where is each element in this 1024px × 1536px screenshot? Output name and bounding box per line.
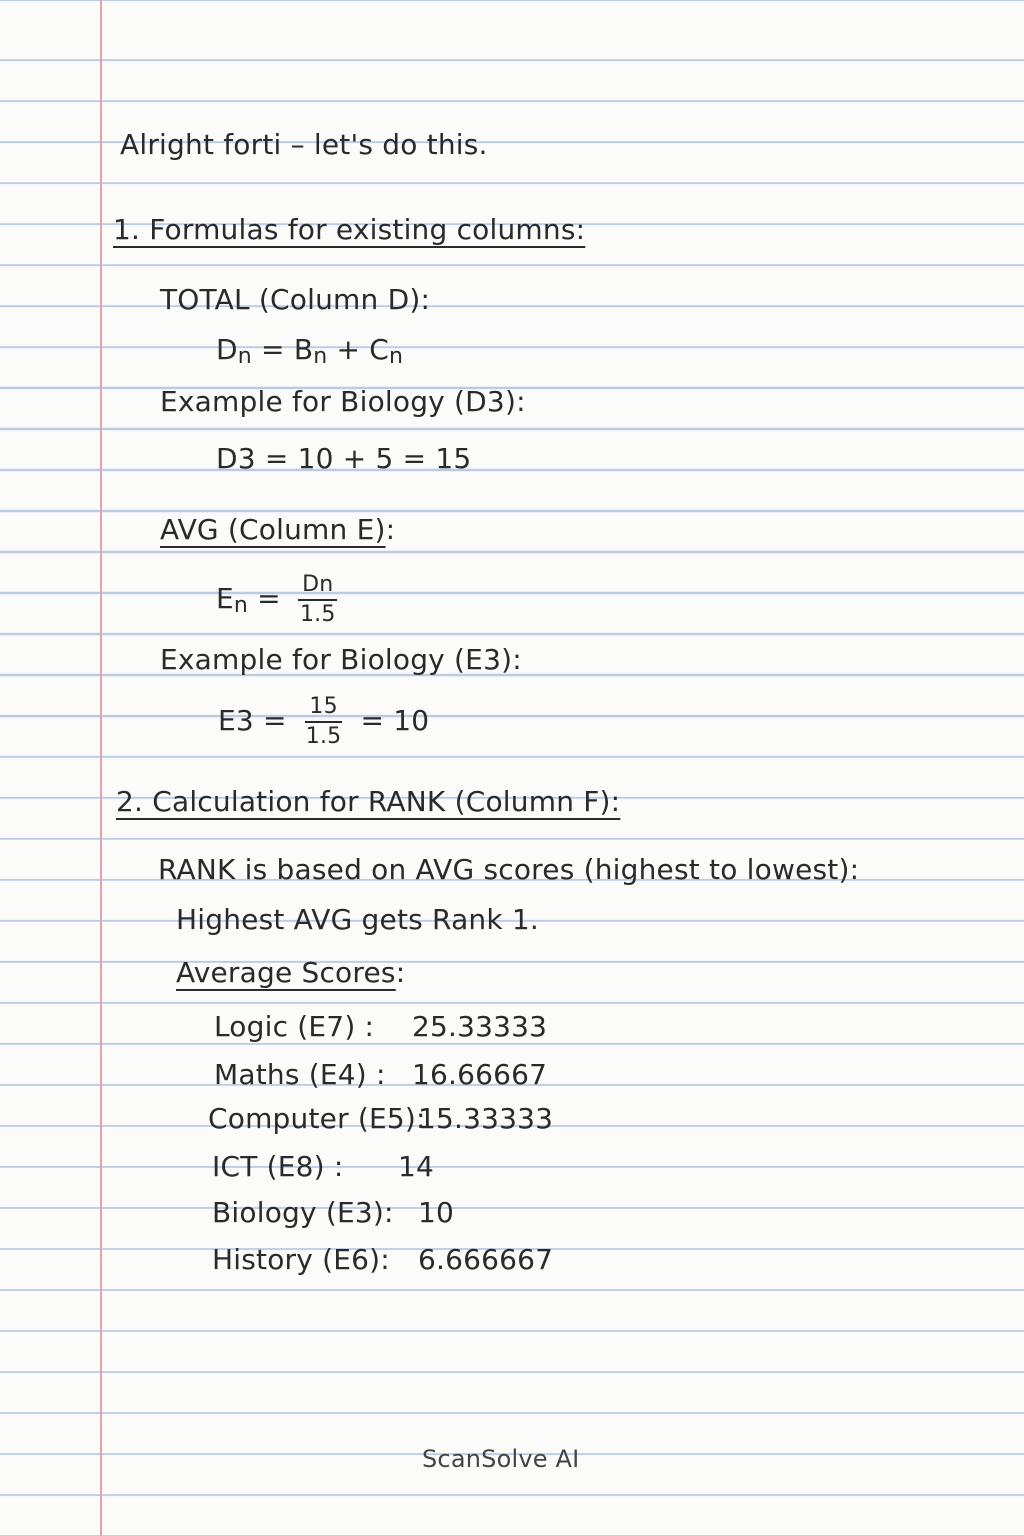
- score-value: 10: [418, 1196, 455, 1229]
- score-value: 15.33333: [418, 1102, 554, 1135]
- avg-formula-fraction: [296, 573, 340, 627]
- avg-scores-heading: [176, 956, 405, 990]
- avg-formula-lhs-sub: n: [233, 593, 249, 618]
- total-formula-lhs: D: [216, 333, 238, 366]
- avg-example-heading: Example for Biology (E3):: [160, 643, 522, 676]
- total-example-heading: Example for Biology (D3):: [160, 385, 526, 418]
- total-heading: TOTAL (Column D):: [160, 283, 431, 316]
- greeting: Alright forti – let's do this.: [120, 128, 488, 161]
- score-value: 16.66667: [412, 1058, 548, 1091]
- avg-formula-lhs: E: [216, 582, 234, 615]
- avg-heading: [160, 513, 395, 547]
- total-formula-c: C: [369, 333, 390, 366]
- score-label: ICT (E8) :: [212, 1150, 344, 1183]
- avg-example-lhs: E3: [218, 704, 254, 737]
- score-value: 25.33333: [412, 1010, 548, 1043]
- total-example: D3 = 10 + 5 = 15: [216, 442, 472, 475]
- avg-example-numerator: 15: [305, 695, 341, 723]
- score-value: 6.666667: [418, 1243, 554, 1276]
- total-formula-b-sub: n: [313, 344, 328, 369]
- total-formula: [216, 333, 403, 374]
- footer-brand: ScanSolve AI: [422, 1445, 580, 1473]
- equals-sign: =: [257, 582, 281, 615]
- plus-sign: +: [336, 333, 361, 366]
- rank-rule: Highest AVG gets Rank 1.: [176, 903, 540, 936]
- avg-formula: [216, 573, 346, 627]
- avg-example-denominator: 1.5: [305, 724, 342, 749]
- avg-example-fraction: [302, 695, 346, 749]
- avg-formula-denominator: 1.5: [299, 602, 336, 627]
- score-label: Maths (E4) :: [214, 1058, 386, 1091]
- margin-line: [100, 0, 102, 1536]
- avg-heading-text: AVG (Column E): [160, 513, 386, 546]
- equals-sign: =: [261, 333, 285, 366]
- total-formula-lhs-sub: n: [237, 344, 252, 369]
- avg-example: [218, 695, 429, 749]
- score-label: Biology (E3):: [212, 1196, 394, 1229]
- total-formula-c-sub: n: [389, 344, 404, 369]
- avg-scores-heading-text: Average Scores: [176, 956, 396, 989]
- score-label: Logic (E7) :: [214, 1010, 375, 1043]
- avg-scores-heading-colon: :: [395, 956, 406, 989]
- section1-heading: 1. Formulas for existing columns:: [113, 213, 586, 246]
- avg-heading-colon: :: [385, 513, 396, 546]
- avg-formula-numerator: Dn: [298, 573, 337, 601]
- total-formula-b: B: [293, 333, 314, 366]
- equals-sign: =: [263, 704, 287, 737]
- score-label: History (E6):: [212, 1243, 390, 1276]
- score-label: Computer (E5):: [208, 1102, 426, 1135]
- rank-intro: RANK is based on AVG scores (highest to lowest):: [158, 853, 860, 886]
- score-value: 14: [398, 1150, 435, 1183]
- section2-heading: 2. Calculation for RANK (Column F):: [116, 785, 621, 818]
- avg-example-result: = 10: [360, 704, 430, 737]
